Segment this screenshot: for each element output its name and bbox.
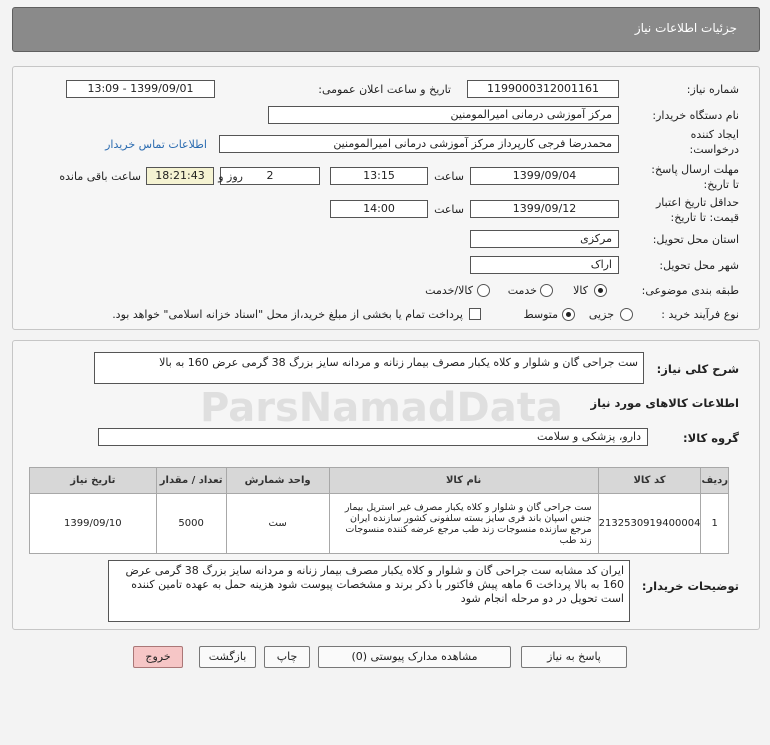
validity-label-line1: حداقل تاریخ اعتبار [655,196,739,209]
category-option-goods-service: کالا/خدمت [425,284,473,297]
deadline-time-field: 13:15 [330,167,428,185]
exit-button[interactable]: خروج [133,646,183,668]
days-label: روز و [218,170,243,183]
city-field: اراک [470,256,619,274]
page-title: جزئیات اطلاعات نیاز [634,21,737,35]
buyer-notes-label: توضیحات خریدار: [641,579,739,593]
deadline-label-line2: تا تاریخ: [703,178,739,191]
attachments-button[interactable]: مشاهده مدارک پیوستی (0) [318,646,511,668]
goods-table [29,467,729,554]
category-option-goods: کالا [573,284,588,297]
treasury-payment-checkbox[interactable] [469,308,481,320]
need-number-label: شماره نیاز: [686,83,739,96]
remaining-time-field: 18:21:43 [146,167,214,185]
summary-label: شرح کلی نیاز: [656,362,739,376]
cell-code: 2132530919400004 [598,494,701,554]
announce-datetime-field: 1399/09/01 - 13:09 [66,80,215,98]
table-row [30,494,729,554]
goods-section-title: اطلاعات کالاهای مورد نیاز [590,396,739,410]
goods-group-field: دارو، پزشکی و سلامت [98,428,648,446]
process-radio-minor[interactable] [620,308,633,321]
cell-unit: ست [226,494,329,554]
province-label: استان محل تحویل: [652,233,739,246]
days-remaining-field: 2 [220,167,320,185]
col-name: نام کالا [329,468,598,494]
col-unit: واحد شمارش [226,468,329,494]
cell-name: ست جراحی گان و شلوار و کلاه یکبار مصرف غیر استریل بیمار جنس اسپان باند فری سایز بسته سلفونی کشور سازنده ایران مرجع سازنده منسوجات زند طب مرجع عرضه کننده منسوجات زند طب [329,494,598,554]
buyer-contact-link[interactable]: اطلاعات تماس خریدار [105,138,207,151]
back-button[interactable]: بازگشت [199,646,256,668]
page-header [12,7,760,52]
category-radio-goods[interactable] [594,284,607,297]
col-row: ردیف [701,468,729,494]
province-field: مرکزی [470,230,619,248]
validity-time-field: 14:00 [330,200,428,218]
treasury-payment-note: پرداخت تمام یا بخشی از مبلغ خرید،از محل "اسناد خزانه اسلامی" خواهد بود. [112,308,463,321]
col-date: تاریخ نیاز [30,468,157,494]
validity-time-label: ساعت [434,203,464,216]
announce-label: تاریخ و ساعت اعلان عمومی: [318,83,451,96]
buyer-notes-text: ایران کد مشابه ست جراحی گان و شلوار و کلاه یکبار مصرف بیمار زنانه و مردانه سایز بزرگ 38 گرمی عرض 160 به بالا پرداخت 6 ماهه پیش فاکتور با ذکر برند و مشخصات پیوست شود هزینه حمل به عهده تامین کننده است تحویل در دو مرحله انجام شود [108,560,630,622]
validity-label-line2: قیمت: تا تاریخ: [670,211,739,224]
summary-text: ست جراحی گان و شلوار و کلاه یکبار مصرف بیمار زنانه و مردانه سایز بزرگ 38 گرمی عرض 160 به بالا [94,352,644,384]
category-radio-service[interactable] [540,284,553,297]
category-label: طبقه بندی موضوعی: [641,284,739,297]
need-number-field: 1199000312001161 [467,80,619,98]
goods-table-header [30,468,729,494]
reply-button[interactable]: پاسخ به نیاز [521,646,627,668]
creator-field: محمدرضا فرجی کارپرداز مرکز آموزشی درمانی امیرالمومنین [219,135,619,153]
creator-label-line1: ایجاد کننده [690,128,739,141]
deadline-label-line1: مهلت ارسال پاسخ: [651,163,739,176]
col-code: کد کالا [598,468,701,494]
process-label: نوع فرآیند خرید : [661,308,739,321]
cell-row: 1 [701,494,729,554]
creator-label-line2: درخواست: [689,143,739,156]
validity-date-field: 1399/09/12 [470,200,619,218]
deadline-date-field: 1399/09/04 [470,167,619,185]
remaining-time-label: ساعت باقی مانده [59,170,141,183]
cell-date: 1399/09/10 [30,494,157,554]
col-qty: تعداد / مقدار [156,468,226,494]
city-label: شهر محل تحویل: [659,259,739,272]
category-radio-goods-service[interactable] [477,284,490,297]
cell-qty: 5000 [156,494,226,554]
category-option-service: خدمت [507,284,537,297]
buyer-org-field: مرکز آموزشی درمانی امیرالمومنین [268,106,619,124]
goods-group-label: گروه کالا: [683,431,739,445]
process-option-medium: متوسط [523,308,558,321]
print-button[interactable]: چاپ [264,646,310,668]
buyer-org-label: نام دستگاه خریدار: [652,109,739,122]
process-radio-medium[interactable] [562,308,575,321]
process-option-minor: جزیی [588,308,614,321]
deadline-time-label: ساعت [434,170,464,183]
